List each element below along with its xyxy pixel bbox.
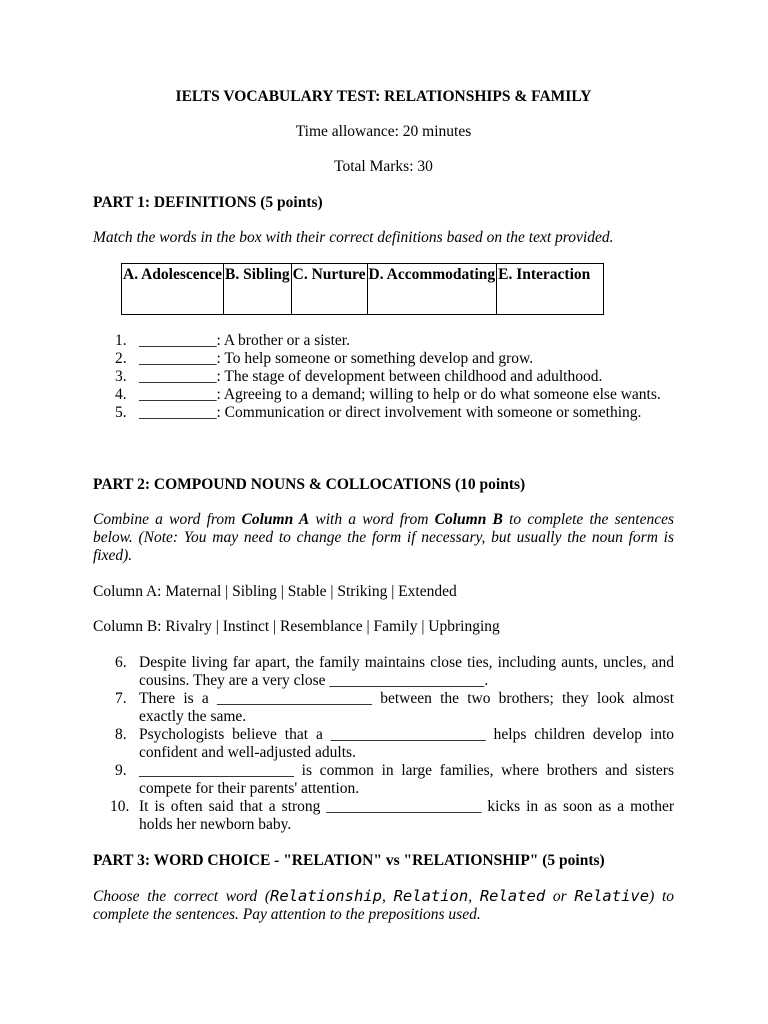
part3-heading: PART 3: WORD CHOICE - "RELATION" vs "RELATIONSHIP" (5 points) xyxy=(93,852,605,869)
test-title: IELTS VOCABULARY TEST: RELATIONSHIPS & FAMILY xyxy=(175,88,592,105)
list-item xyxy=(93,654,674,690)
item-text: There is a xyxy=(139,690,217,707)
word-box-cell: D. Accommodating xyxy=(367,264,497,315)
item-number: 8. xyxy=(115,726,127,743)
item-number: 1. xyxy=(115,332,127,349)
instruction-text: to complete the sentences below. (Note: You may need to change the form if necessary, but usually the noun form is fixed). xyxy=(93,511,674,564)
column-a-list: Column A: Maternal | Sibling | Stable | Striking | Extended xyxy=(93,583,457,600)
part1-list xyxy=(93,332,674,422)
list-item xyxy=(93,404,674,422)
instruction-text: with a word from xyxy=(309,511,435,528)
word-option: Relation xyxy=(393,887,469,905)
item-text: __________: The stage of development between childhood and adulthood. xyxy=(139,368,603,385)
item-number: 3. xyxy=(115,368,127,385)
list-item xyxy=(93,762,674,798)
item-text: __________: Communication or direct involvement with someone or something. xyxy=(139,404,642,421)
word-option: Relationship xyxy=(269,887,382,905)
part2-heading: PART 2: COMPOUND NOUNS & COLLOCATIONS (10 points) xyxy=(93,476,526,493)
item-number: 9. xyxy=(115,762,127,779)
answer-blank[interactable]: ____________________ xyxy=(329,672,485,689)
list-item xyxy=(93,350,674,368)
list-item xyxy=(93,368,674,386)
time-allowance: Time allowance: 20 minutes xyxy=(295,123,472,140)
list-item xyxy=(93,726,674,762)
item-text: kicks in as soon as a mother holds her newborn baby. xyxy=(139,798,674,833)
item-text: is common in large families, where brothers and sisters compete for their parents' attention. xyxy=(139,762,674,797)
item-number: 2. xyxy=(115,350,127,367)
total-marks: Total Marks: 30 xyxy=(334,158,433,175)
word-box-cell: A. Adolescence xyxy=(122,264,224,315)
item-text: __________: To help someone or something develop and grow. xyxy=(139,350,534,367)
item-number: 5. xyxy=(115,404,127,421)
item-text: __________: Agreeing to a demand; willing to help or do what someone else wants. xyxy=(139,386,661,403)
word-option: Relative xyxy=(574,887,650,905)
list-item xyxy=(93,798,674,834)
answer-blank[interactable]: ____________________ xyxy=(330,726,486,743)
instruction-text: , xyxy=(381,888,394,905)
item-number: 6. xyxy=(115,654,127,671)
instruction-text: ) to complete the sentences. Pay attention to the prepositions used. xyxy=(93,888,675,923)
part2-list xyxy=(93,654,674,834)
answer-blank[interactable]: ____________________ xyxy=(217,690,372,707)
word-box-cell: E. Interaction xyxy=(497,264,604,315)
word-option: Related xyxy=(479,887,546,905)
item-text: Despite living far apart, the family maintains close ties, including aunts, uncles, and cousins. They are a very close xyxy=(139,654,674,689)
item-text: . xyxy=(484,672,489,689)
part1-heading: PART 1: DEFINITIONS (5 points) xyxy=(93,194,323,211)
answer-blank[interactable]: ____________________ xyxy=(326,798,482,815)
item-text: Psychologists believe that a xyxy=(139,726,331,743)
item-text: between the two brothers; they look almost exactly the same. xyxy=(139,690,674,725)
item-number: 4. xyxy=(115,386,127,403)
word-box-cell: C. Nurture xyxy=(291,264,367,315)
answer-blank[interactable]: ____________________ xyxy=(139,762,294,779)
instruction-text: Combine a word from xyxy=(93,511,242,528)
instruction-text: or xyxy=(545,888,575,905)
list-item xyxy=(93,332,674,350)
column-b-list: Column B: Rivalry | Instinct | Resemblance | Family | Upbringing xyxy=(93,618,500,635)
part3-instruction xyxy=(93,887,674,924)
instruction-text: Choose the correct word ( xyxy=(93,888,270,905)
item-number: 7. xyxy=(115,690,127,707)
item-text: __________: A brother or a sister. xyxy=(139,332,350,349)
word-box xyxy=(121,263,604,315)
column-b-label: Column B xyxy=(434,511,503,528)
item-text: It is often said that a strong xyxy=(139,798,327,815)
list-item xyxy=(93,690,674,726)
item-number: 10. xyxy=(110,798,130,815)
column-a-label: Column A xyxy=(241,511,310,528)
part2-instruction xyxy=(93,511,674,565)
part1-instruction: Match the words in the box with their correct definitions based on the text provided. xyxy=(93,229,614,246)
word-box-cell: B. Sibling xyxy=(224,264,292,315)
list-item xyxy=(93,386,674,404)
item-text: helps children develop into confident and well-adjusted adults. xyxy=(139,726,675,761)
instruction-text: , xyxy=(468,888,480,905)
